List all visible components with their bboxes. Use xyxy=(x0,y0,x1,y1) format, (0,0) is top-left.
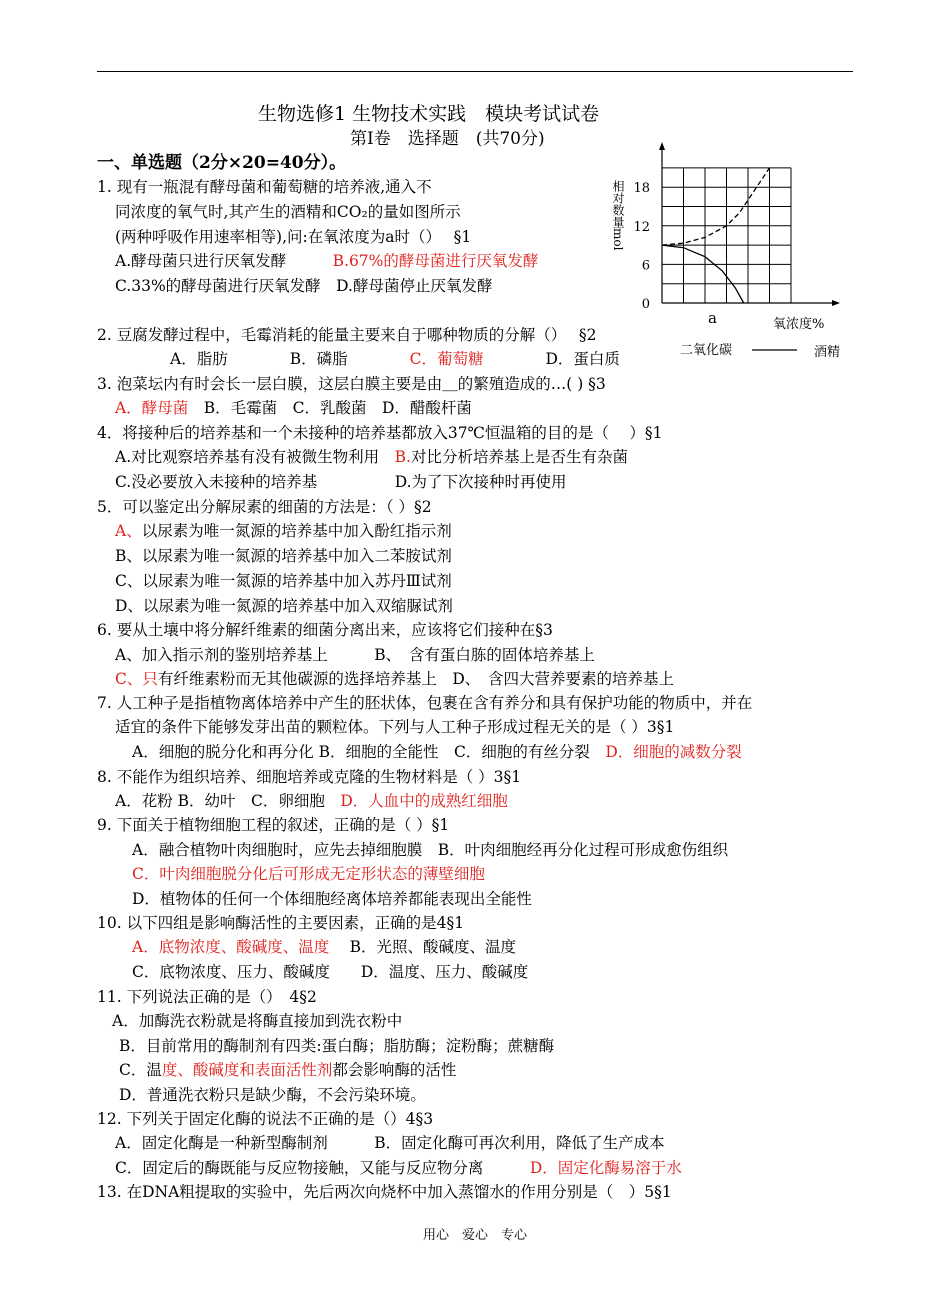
answer-highlight: 底物浓度、酸碱度、温度 xyxy=(158,938,330,956)
question-text: 3. 泡菜坛内有时会长一层白膜，这层白膜主要是由＿的繁殖造成的…( ) §3 xyxy=(97,375,606,393)
question-text: 12. 下列关于固定化酶的说法不正确的是（）4§3 xyxy=(97,1110,434,1128)
x-axis-arrow xyxy=(832,300,840,306)
answer-highlight: C、只 xyxy=(115,670,158,688)
question-2-line-1 xyxy=(97,325,597,345)
question-text: 8. 不能作为组织培养、细胞培养或克隆的生物材料是（ ）3§1 xyxy=(97,768,522,786)
question-9-line-1 xyxy=(97,815,449,835)
question-10-line-2 xyxy=(132,937,516,957)
answer-highlight: C．叶肉细胞脱分化后可形成无定形状态的薄壁细胞 xyxy=(132,865,485,883)
question-7-line-2 xyxy=(115,717,674,737)
question-text: A．固定化酶是一种新型酶制剂 B．固定化酶可再次利用，降低了生产成本 xyxy=(115,1134,665,1152)
question-1-line-5 xyxy=(115,276,493,296)
question-text: 10. 以下四组是影响酶活性的主要因素，正确的是4§1 xyxy=(97,914,465,932)
question-text: 1. 现有一瓶混有酵母菌和葡萄糖的培养液,通入不 xyxy=(97,178,432,196)
question-5-line-4 xyxy=(115,571,452,591)
question-text: A、加入指示剂的鉴别培养基上 B、 含有蛋白胨的固体培养基上 xyxy=(115,646,595,664)
question-text: 9. 下面关于植物细胞工程的叙述，正确的是（ ）§1 xyxy=(97,816,450,834)
question-text: 都会影响酶的活性 xyxy=(332,1061,457,1079)
question-5-line-3 xyxy=(115,546,452,566)
question-text: A．融合植物叶肉细胞时，应先去掉细胞膜 B．叶肉细胞经再分化过程可形成愈伤组织 xyxy=(132,841,729,859)
answer-highlight: B. xyxy=(394,448,411,466)
legend-alcohol-label: 酒精 xyxy=(814,345,841,360)
question-11-line-1 xyxy=(97,987,317,1007)
question-3-line-1 xyxy=(97,374,606,394)
question-9-line-2 xyxy=(132,840,728,860)
answer-highlight: D．固定化酶易溶于水 xyxy=(529,1159,682,1177)
page-footer: 用心 爱心 专心 xyxy=(423,1228,528,1243)
question-text: C．固定后的酶既能与反应物接触，又能与反应物分离 xyxy=(115,1159,530,1177)
y-tick-label: 12 xyxy=(633,219,650,235)
answer-highlight: A． xyxy=(132,938,159,956)
section-heading: 一、单选题（2分×20=40分）。 xyxy=(97,153,347,173)
exam-title: 生物选修1 生物技术实践 模块考试试卷 xyxy=(258,103,600,125)
question-text: (两种呼吸作用速率相等),问:在氧浓度为a时（） §1 xyxy=(115,228,472,246)
question-8-line-2 xyxy=(115,791,508,811)
question-text: D．蛋白质 xyxy=(483,350,620,368)
question-text: 以尿素为唯一氮源的培养基中加入酚红指示剂 xyxy=(141,522,452,540)
y-tick-label: 0 xyxy=(641,297,650,312)
x-axis-label: 氧浓度% xyxy=(773,317,825,332)
question-text: 适宜的条件下能够发芽出苗的颗粒体。下列与人工种子形成过程无关的是（ ）3§1 xyxy=(115,718,675,736)
question-text: 11. 下列说法正确的是（） 4§2 xyxy=(97,988,317,1006)
question-text: D．植物体的任何一个体细胞经离体培养都能表现出全能性 xyxy=(132,890,532,908)
question-4-line-3 xyxy=(115,472,567,492)
question-text: 有纤维素粉而无其他碳源的选择培养基上 D、 含四大营养要素的培养基上 xyxy=(157,670,675,688)
question-text: D．普通洗衣粉只是缺少酶，不会污染环境。 xyxy=(119,1086,426,1104)
question-1-line-4 xyxy=(115,251,538,271)
answer-highlight: D．人血中的成熟红细胞 xyxy=(340,792,508,810)
question-text: C.没必要放入未接种的培养基 D.为了下次接种时再使用 xyxy=(115,473,567,491)
question-7-line-1 xyxy=(97,693,752,713)
series-line-2 xyxy=(662,245,744,303)
question-11-line-2 xyxy=(112,1011,402,1031)
question-text: 4．将接种后的培养基和一个未接种的培养基都放入37℃恒温箱的目的是（ ）§1 xyxy=(97,424,663,442)
question-11-line-4 xyxy=(119,1060,456,1080)
question-text: B．光照、酸碱度、温度 xyxy=(329,938,517,956)
question-2-line-2 xyxy=(170,349,620,369)
question-9-line-4 xyxy=(132,889,532,909)
question-3-line-2 xyxy=(115,398,472,418)
question-text: A．花粉 B．幼叶 C．卵细胞 xyxy=(115,792,341,810)
question-text: C．底物浓度、压力、酸碱度 D．温度、压力、酸碱度 xyxy=(132,963,529,981)
question-5-line-5 xyxy=(115,596,453,616)
answer-highlight: A．酵母菌 xyxy=(115,399,189,417)
question-10-line-3 xyxy=(132,962,528,982)
question-text: 2. 豆腐发酵过程中，毛霉消耗的能量主要来自于哪种物质的分解（） §2 xyxy=(97,326,597,344)
legend-co2-label: 二氧化碳 xyxy=(680,343,733,358)
question-5-line-2 xyxy=(115,521,452,541)
y-axis-label: 相对数量mol xyxy=(611,180,625,251)
question-text: D、以尿素为唯一氮源的培养基中加入双缩脲试剂 xyxy=(115,597,453,615)
question-4-line-2 xyxy=(115,447,628,467)
question-1-line-3 xyxy=(115,227,471,247)
answer-highlight: A、 xyxy=(115,522,142,540)
question-6-line-3 xyxy=(115,669,674,689)
respiration-chart xyxy=(600,140,850,365)
question-text: 5．可以鉴定出分解尿素的细菌的方法是：（ ）§2 xyxy=(97,498,432,516)
question-6-line-1 xyxy=(97,620,553,640)
question-text: 6. 要从土壤中将分解纤维素的细菌分离出来，应该将它们接种在§3 xyxy=(97,621,553,639)
question-4-line-1 xyxy=(97,423,662,443)
question-11-line-3 xyxy=(119,1036,554,1056)
question-text: A．加酶洗衣粉就是将酶直接加到洗衣粉中 xyxy=(112,1012,403,1030)
y-tick-label: 6 xyxy=(641,258,650,274)
question-text: A．脂肪 B．磷脂 xyxy=(170,350,410,368)
question-text: A.酵母菌只进行厌氧发酵 xyxy=(115,252,333,270)
question-11-line-5 xyxy=(119,1085,426,1105)
question-6-line-2 xyxy=(115,645,595,665)
question-text: C.33%的酵母菌进行厌氧发酵 D.酵母菌停止厌氧发酵 xyxy=(115,277,493,295)
question-7-line-3 xyxy=(132,742,742,762)
x-marker-a: a xyxy=(708,309,717,327)
question-1-line-2 xyxy=(115,202,461,222)
question-text: 7. 人工种子是指植物离体培养中产生的胚状体，包裹在含有养分和具有保护功能的物质中，并在 xyxy=(97,694,753,712)
question-text: A.对比观察培养基有没有被微生物利用 xyxy=(115,448,395,466)
question-12-line-1 xyxy=(97,1109,433,1129)
question-10-line-1 xyxy=(97,913,464,933)
question-text: 同浓度的氧气时,其产生的酒精和CO₂的量如图所示 xyxy=(115,203,461,221)
answer-highlight: B.67%的酵母菌进行厌氧发酵 xyxy=(332,252,539,270)
question-text: 13. 在DNA粗提取的实验中，先后两次向烧杯中加入蒸馏水的作用分别是（ ）5§1 xyxy=(97,1183,672,1201)
y-tick-label: 18 xyxy=(633,181,650,197)
question-text: A．细胞的脱分化和再分化 B．细胞的全能性 C．细胞的有丝分裂 xyxy=(132,743,606,761)
question-text: C．温 xyxy=(119,1061,162,1079)
exam-subtitle: 第Ⅰ卷 选择题 (共70分) xyxy=(350,129,545,149)
question-9-line-3 xyxy=(132,864,485,884)
answer-highlight: C．葡萄糖 xyxy=(409,350,484,368)
question-text: B、以尿素为唯一氮源的培养基中加入二苯胺试剂 xyxy=(115,547,452,565)
question-text: B．毛霉菌 C．乳酸菌 D．醋酸杆菌 xyxy=(188,399,472,417)
question-5-line-1 xyxy=(97,497,432,517)
question-1-line-1 xyxy=(97,177,432,197)
question-12-line-2 xyxy=(115,1133,665,1153)
answer-highlight: 度、酸碱度和表面活性剂 xyxy=(161,1061,333,1079)
question-8-line-1 xyxy=(97,767,521,787)
question-text: B．目前常用的酶制剂有四类:蛋白酶；脂肪酶；淀粉酶；蔗糖酶 xyxy=(119,1037,555,1055)
top-rule xyxy=(97,71,853,72)
question-12-line-3 xyxy=(115,1158,682,1178)
question-text: C、以尿素为唯一氮源的培养基中加入苏丹Ⅲ试剂 xyxy=(115,572,452,590)
answer-highlight: D．细胞的减数分裂 xyxy=(605,743,742,761)
question-text: 对比分析培养基上是否生有杂菌 xyxy=(410,448,628,466)
question-13-line-1 xyxy=(97,1182,672,1202)
y-axis-arrow xyxy=(659,142,665,150)
